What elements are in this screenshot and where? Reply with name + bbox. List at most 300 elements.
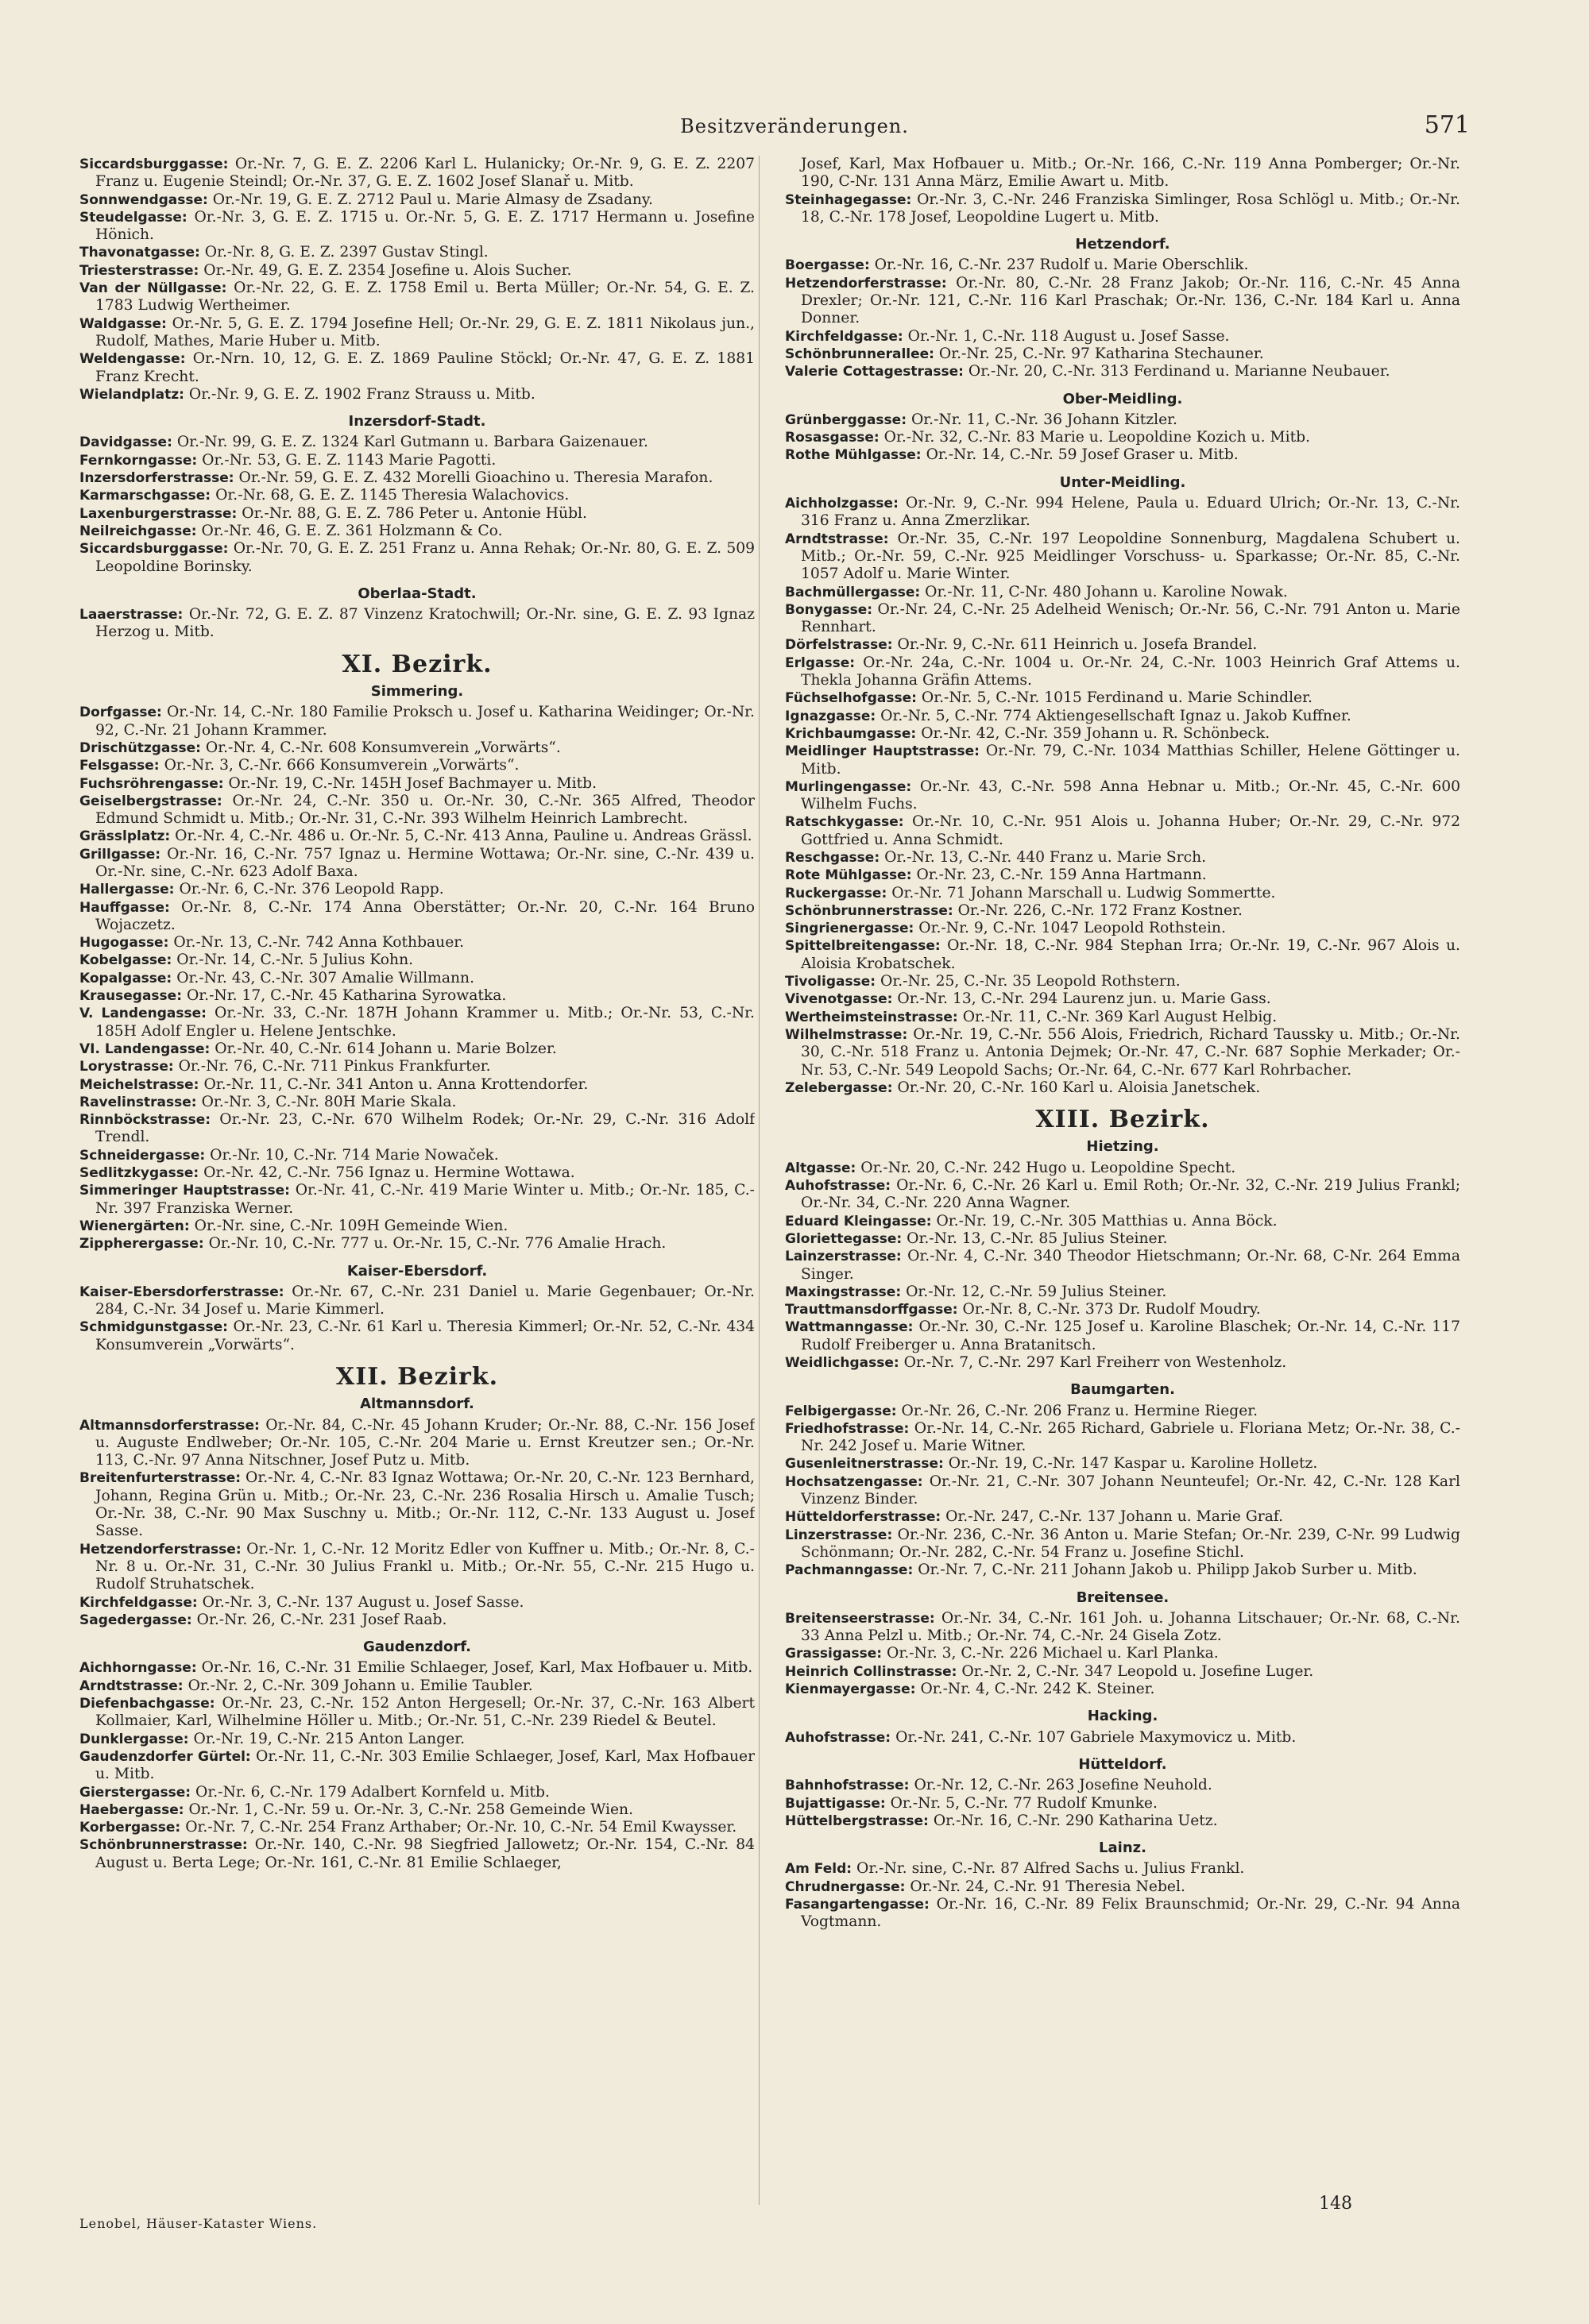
street-entry (785, 1213, 1460, 1230)
street-name: Gaudenzdorfer Gürtel: (79, 1748, 251, 1765)
street-entry (79, 1784, 755, 1801)
entry-details: Or.-Nr. 10, C.-Nr. 777 u. Or.-Nr. 15, C.-Nr. 776 Amalie Hrach. (208, 1235, 667, 1253)
district-heading: Baumgarten. (1070, 1381, 1175, 1399)
street-name: V. Landengasse: (79, 1006, 207, 1022)
street-entry (785, 743, 1460, 778)
street-entry (785, 1878, 1460, 1896)
entry-details: Or.-Nr. 53, G. E. Z. 1143 Marie Pagotti. (202, 451, 497, 469)
street-name: Kobelgasse: (79, 952, 172, 969)
street-entry (785, 411, 1460, 429)
entry-details: Or.-Nr. 40, C.-Nr. 614 Johann u. Marie Bolzer. (215, 1040, 557, 1057)
street-name: Boergasse: (785, 257, 870, 274)
street-name: Bachmüllergasse: (785, 584, 921, 600)
street-name: Altmannsdorferstrasse: (79, 1417, 260, 1434)
street-name: Felbigergasse: (785, 1403, 897, 1419)
street-entry (79, 1836, 755, 1872)
street-entry (785, 1403, 1460, 1420)
street-name: Wilhelmstrasse: (785, 1026, 908, 1043)
street-name: Kirchfeldgasse: (79, 1594, 198, 1611)
street-name: Hugogasse: (79, 935, 169, 952)
district-heading: Lainz. (1099, 1840, 1146, 1857)
street-name: Sonnwendgasse: (79, 191, 208, 208)
entry-details: Or.-Nr. 71 Johann Marschall u. Ludwig Sommertte. (891, 884, 1276, 901)
entry-details: Or.-Nr. 14, C.-Nr. 265 Richard, Gabriele u. Floriana Metz; Or.-Nr. 38, C.-Nr. 242 Josef u. Marie Witner. (801, 1419, 1460, 1455)
street-name: Wertheimsteinstrasse: (785, 1009, 958, 1025)
district-heading: Gaudenzdorf. (363, 1639, 471, 1656)
entry-details: Or.-Nr. 7, C.-Nr. 254 Franz Arthaber; Or.-Nr. 10, C.-Nr. 54 Emil Kwaysser. (185, 1819, 737, 1836)
entry-details: Or.-Nr. 70, G. E. Z. 251 Franz u. Anna Rehak; Or.-Nr. 80, G. E. Z. 509 Leopoldine Borinsky. (95, 540, 755, 575)
street-name: Gusenleitnerstrasse: (785, 1456, 944, 1473)
street-entry (785, 1527, 1460, 1562)
street-entry (785, 156, 1460, 191)
street-name: Ravelinstrasse: (79, 1094, 197, 1110)
street-entry (79, 846, 755, 882)
street-entry (785, 1896, 1460, 1932)
street-entry (785, 1079, 1460, 1097)
page-number: 571 (1424, 111, 1470, 139)
street-entry (79, 1417, 755, 1470)
street-name: Davidgasse: (79, 434, 172, 451)
entry-details: Or.-Nr. 68, G. E. Z. 1145 Theresia Walachovics. (215, 487, 570, 504)
entry-details: Or.-Nr. 3, C.-Nr. 226 Michael u. Karl Planka. (887, 1645, 1219, 1662)
entry-details: Or.-Nr. 11, C.-Nr. 36 Johann Kitzler. (910, 411, 1177, 428)
street-name: Krichbaumgasse: (785, 725, 917, 742)
district-heading: Hietzing. (1086, 1138, 1159, 1156)
street-name: Trauttmansdorffgasse: (785, 1302, 958, 1318)
entry-details: Or.-Nr. 6, C.-Nr. 376 Leopold Rapp. (179, 881, 444, 898)
street-entry (785, 1301, 1460, 1318)
entry-details: Or.-Nr. 3, C.-Nr. 80H Marie Skala. (201, 1093, 457, 1110)
street-name: Waldgasse: (79, 315, 167, 332)
entry-details: Or.-Nr. 25, C.-Nr. 97 Katharina Stechauner. (938, 345, 1264, 362)
street-name: Drischützgasse: (79, 739, 201, 756)
street-entry (785, 1562, 1460, 1579)
street-entry (785, 328, 1460, 346)
entry-details: Or.-Nr. 24, C.-Nr. 350 u. Or.-Nr. 30, C.-Nr. 365 Alfred, Theodor Edmund Schmidt u. Mitb.; Or.-Nr. 31, C.-Nr. 393 Wilhelm Heinrich Lambrecht. (95, 792, 755, 828)
entry-details: Or.-Nr. 241, C.-Nr. 107 Gabriele Maxymovicz u. Mitb. (895, 1728, 1297, 1746)
entry-details: Or.-Nr. 1, C.-Nr. 12 Moritz Edler von Kuffner u. Mitb.; Or.-Nr. 8, C.-Nr. 8 u. Or.-Nr. 31, C.-Nr. 30 Julius Frankl u. Mitb.; Or.-Nr. 55, C.-Nr. 215 Hugo u. Rudolf Struhatschek. (95, 1540, 755, 1593)
entry-details: Or.-Nr. 3, C.-Nr. 666 Konsumverein „Vorwärts“. (164, 757, 520, 774)
street-entry (79, 1612, 755, 1629)
street-entry (79, 315, 755, 351)
entry-details: Or.-Nr. 17, C.-Nr. 45 Katharina Syrowatka. (186, 987, 507, 1005)
entry-details: Or.-Nr. 42, C.-Nr. 359 Johann u. R. Schönbeck. (921, 724, 1270, 742)
entry-details: Or.-Nr. 76, C.-Nr. 711 Pinkus Frankfurter. (178, 1058, 491, 1075)
street-entry (785, 1026, 1460, 1079)
street-name: Aichholzgasse: (785, 496, 899, 512)
street-name: Siccardsburggasse: (79, 541, 229, 558)
street-name: Gierstergasse: (79, 1784, 191, 1801)
entry-details: Or.-Nr. 49, G. E. Z. 2354 Josefine u. Alois Sucher. (203, 261, 572, 279)
entry-details: Or.-Nr. 6, C.-Nr. 26 Karl u. Emil Roth; Or.-Nr. 32, C.-Nr. 219 Julius Frankl; Or.-Nr. 34, C.-Nr. 220 Anna Wagner. (801, 1177, 1460, 1212)
imprint: Lenobel, Häuser-Kataster Wiens. (79, 2216, 318, 2231)
entry-details: Or.-Nr. 32, C.-Nr. 83 Marie u. Leopoldine Kozich u. Mitb. (883, 429, 1310, 446)
street-entry (785, 689, 1460, 707)
street-name: Hochsatzengasse: (785, 1473, 923, 1490)
entry-details: Or.-Nr. 12, C.-Nr. 263 Josefine Neuhold. (914, 1777, 1212, 1794)
street-name: Schönbrunnerstrasse: (79, 1837, 248, 1854)
street-name: Ratschkygasse: (785, 814, 904, 831)
street-entry (785, 495, 1460, 531)
entry-details: Or.-Nr. 4, C.-Nr. 340 Theodor Hietschmann; Or.-Nr. 68, C-Nr. 264 Emma Singer. (801, 1248, 1460, 1283)
street-entry (79, 1094, 755, 1111)
street-entry (785, 902, 1460, 920)
street-name: Auhofstrasse: (785, 1178, 891, 1195)
entry-details: Or.-Nr. 1, C.-Nr. 59 u. Or.-Nr. 3, C.-Nr. 258 Gemeinde Wien. (188, 1801, 634, 1818)
entry-details: Or.-Nr. 4, C.-Nr. 608 Konsumverein „Vorwärts“. (205, 739, 561, 756)
running-title: Besitzveränderungen. (680, 115, 909, 137)
street-name: Linzerstrasse: (785, 1527, 893, 1543)
entry-details: Or.-Nr. 7, G. E. Z. 2206 Karl L. Hulanicky; Or.-Nr. 9, G. E. Z. 2207 Franz u. Eugenie Steindl; Or.-Nr. 37, G. E. Z. 1602 Josef Slanař u. Mitb. (95, 156, 755, 191)
street-entry (79, 1731, 755, 1748)
street-entry (79, 434, 755, 451)
street-entry (785, 584, 1460, 601)
entry-details: Or.-Nr. 11, C-Nr. 480 Johann u. Karoline Nowak. (925, 583, 1288, 600)
entry-details: Or.-Nr. 26, C.-Nr. 206 Franz u. Hermine Rieger. (901, 1402, 1258, 1419)
street-entry (785, 937, 1460, 973)
street-entry (79, 970, 755, 987)
street-entry (785, 1508, 1460, 1526)
entry-details: Or.-Nr. 8, C.-Nr. 373 Dr. Rudolf Moudry. (962, 1301, 1261, 1318)
entry-details: Or.-Nr. 5, C.-Nr. 77 Rudolf Kmunke. (890, 1794, 1158, 1812)
street-name: Pachmanngasse: (785, 1562, 914, 1579)
entry-details: Or.-Nr. 23, C.-Nr. 670 Wilhelm Rodek; Or.-Nr. 29, C.-Nr. 316 Adolf Trendl. (95, 1111, 755, 1146)
street-entry (79, 191, 755, 209)
street-entry (79, 1235, 755, 1253)
entry-details: Or.-Nr. 7, C.-Nr. 297 Karl Freiherr von Westenholz. (903, 1354, 1287, 1371)
street-name: Vivenotgasse: (785, 991, 893, 1008)
street-name: Ignazgasse: (785, 708, 876, 724)
street-entry (785, 1455, 1460, 1473)
street-entry (785, 1729, 1460, 1747)
street-name: Hetzendorferstrasse: (79, 1541, 242, 1558)
street-entry (79, 775, 755, 793)
street-entry (785, 813, 1460, 849)
street-name: Erlgasse: (785, 654, 856, 671)
entry-details: Or.-Nr. 16, C.-Nr. 757 Ignaz u. Hermine Wottawa; Or.-Nr. sine, C.-Nr. 439 u. Or.-Nr. sine, C.-Nr. 623 Adolf Baxa. (95, 845, 755, 880)
entry-details: Or.-Nr. 6, C.-Nr. 179 Adalbert Kornfeld u. Mitb. (195, 1783, 550, 1801)
district-heading: Oberlaa-Stadt. (358, 585, 477, 602)
street-name: Lainzerstrasse: (785, 1249, 902, 1265)
street-name: Sedlitzkygasse: (79, 1165, 199, 1182)
entry-details: Or.-Nr. sine, C.-Nr. 87 Alfred Sachs u. Julius Frankl. (856, 1860, 1245, 1878)
street-name: Chrudnergasse: (785, 1878, 906, 1895)
entry-details: Or.-Nr. 88, G. E. Z. 786 Peter u. Antonie Hübl. (242, 504, 587, 522)
street-entry (79, 952, 755, 969)
street-name: Wienergärten: (79, 1218, 190, 1234)
street-entry (785, 1812, 1460, 1830)
street-entry (785, 1354, 1460, 1372)
street-name: Geiselbergstrasse: (79, 793, 222, 809)
entry-details: Or.-Nr. 25, C.-Nr. 35 Leopold Rothstern. (880, 973, 1181, 990)
street-entry (79, 1164, 755, 1182)
street-name: Fuchsröhrengasse: (79, 775, 224, 792)
street-entry (785, 1318, 1460, 1354)
street-entry (785, 1473, 1460, 1509)
street-entry (79, 1147, 755, 1164)
street-entry (79, 1677, 755, 1695)
street-entry (79, 828, 755, 845)
street-entry (785, 725, 1460, 743)
street-entry (79, 244, 755, 261)
street-name: Rothe Mühlgasse: (785, 447, 922, 464)
entry-details: Or.-Nr. 43, C.-Nr. 598 Anna Hebnar u. Mitb.; Or.-Nr. 45, C.-Nr. 600 Wilhelm Fuchs. (801, 778, 1460, 813)
street-name: Hetzendorferstrasse: (785, 275, 947, 291)
street-name: Singrienergasse: (785, 921, 914, 937)
street-name: Breitenfurterstrasse: (79, 1470, 242, 1487)
street-name: Schönbrunnerallee: (785, 346, 934, 362)
street-name: Thavonatgasse: (79, 245, 200, 261)
street-entry (785, 654, 1460, 690)
street-name: Karmarschgasse: (79, 488, 211, 504)
street-entry (785, 1681, 1460, 1698)
district-heading: Hütteldorf. (1078, 1755, 1167, 1773)
street-entry (79, 934, 755, 952)
street-entry (79, 350, 755, 386)
entry-details: Or.-Nr. 11, C.-Nr. 303 Emilie Schlaeger, Josef, Karl, Max Hofbauer u. Mitb. (95, 1747, 755, 1783)
street-name: Hauffgasse: (79, 899, 170, 916)
entry-details: Or.-Nr. 14, C.-Nr. 5 Julius Kohn. (176, 952, 414, 969)
street-entry (79, 1801, 755, 1819)
street-entry (785, 885, 1460, 902)
entry-details: Or.-Nr. 16, C.-Nr. 290 Katharina Uetz. (933, 1812, 1218, 1829)
entry-details: Or.-Nr. 26, C.-Nr. 231 Josef Raab. (196, 1611, 447, 1628)
street-name: Zippherergasse: (79, 1236, 204, 1253)
street-entry (79, 1040, 755, 1058)
street-entry (79, 1218, 755, 1235)
street-entry (785, 1777, 1460, 1794)
entry-details: Or.-Nr. 80, C.-Nr. 28 Franz Jakob; Or.-Nr. 116, C.-Nr. 45 Anna Drexler; Or.-Nr. 121, C.-Nr. 116 Karl Praschak; Or.-Nr. 136, C.-Nr. 184 Karl u. Anna Donner. (801, 274, 1460, 327)
street-name: Ruckergasse: (785, 885, 887, 901)
street-name: Spittelbreitengasse: (785, 938, 941, 955)
street-name: Reschgasse: (785, 849, 880, 866)
street-name: Sagedergasse: (79, 1612, 192, 1628)
street-entry (785, 1284, 1460, 1301)
street-entry (785, 601, 1460, 637)
street-name: Steudelgasse: (79, 209, 188, 226)
street-name: Neilreichgasse: (79, 523, 197, 539)
street-name: Kirchfeldgasse: (785, 328, 903, 345)
street-entry (785, 1663, 1460, 1681)
street-name: Aichhorngasse: (79, 1660, 197, 1677)
street-name: Weldengasse: (79, 351, 186, 368)
entry-details: Or.-Nr. 19, C.-Nr. 556 Alois, Friedrich, Richard Taussky u. Mitb.; Or.-Nr. 30, C.-Nr. 518 Franz u. Antonia Dejmek; Or.-Nr. 47, C.-Nr. 687 Sophie Merkader; Or.-Nr. 53, C.-Nr. 549 Leopold Sachs; Or.-Nr. 64, C.-Nr. 677 Karl Rohrbacher. (801, 1025, 1460, 1079)
street-name: Kopalgasse: (79, 970, 172, 986)
district-heading: Unter-Meidling. (1059, 473, 1186, 491)
street-entry (785, 849, 1460, 867)
street-entry (79, 1058, 755, 1075)
street-entry (79, 262, 755, 280)
entry-details: Or.-Nr. 226, C.-Nr. 172 Franz Kostner. (957, 901, 1243, 919)
street-name: Maxingstrasse: (785, 1284, 902, 1300)
street-entry (785, 363, 1460, 380)
street-name: Fernkorngasse: (79, 452, 198, 469)
bezirk-heading: XI. Bezirk. (342, 650, 493, 678)
entry-details: Or.-Nr. 3, C.-Nr. 246 Franziska Simlinger, Rosa Schlögl u. Mitb.; Or.-Nr. 18, C.-Nr. 178 Josef, Leopoldine Lugert u. Mitb. (801, 191, 1460, 226)
street-name: Siccardsburggasse: (79, 156, 229, 172)
street-entry (79, 1284, 755, 1319)
entry-details: Or.-Nr. 11, C.-Nr. 341 Anton u. Anna Krottendorfer. (203, 1075, 589, 1093)
street-name: Korbergasse: (79, 1820, 181, 1836)
street-name: Dunklergasse: (79, 1731, 189, 1747)
street-entry (79, 881, 755, 898)
entry-details: Or.-Nr. 20, C.-Nr. 242 Hugo u. Leopoldine Specht. (860, 1159, 1236, 1176)
street-entry (79, 1076, 755, 1094)
street-name: Grässlplatz: (79, 828, 171, 845)
entry-details: Or.-Nr. 16, C.-Nr. 237 Rudolf u. Marie Oberschlik. (874, 257, 1249, 274)
district-heading: Breitensee. (1076, 1589, 1170, 1606)
entry-details: Or.-Nr. 12, C.-Nr. 59 Julius Steiner. (906, 1283, 1167, 1300)
street-name: Krausegasse: (79, 988, 182, 1005)
street-name: Rosasgasse: (785, 430, 880, 446)
street-entry (79, 1819, 755, 1836)
street-name: Schönbrunnerstrasse: (785, 902, 953, 919)
street-entry (785, 1795, 1460, 1812)
street-entry (785, 257, 1460, 274)
street-name: Heinrich Collinstrasse: (785, 1663, 957, 1680)
entry-details: Or.-Nr. 16, C.-Nr. 31 Emilie Schlaeger, Josef, Karl, Max Hofbauer u. Mitb. (201, 1659, 753, 1677)
entry-details: Or.-Nr. 14, C.-Nr. 180 Familie Proksch u. Josef u. Katharina Weidinger; Or.-Nr. 92, C.-Nr. 21 Johann Krammer. (95, 704, 755, 739)
street-name: Wielandplatz: (79, 386, 184, 403)
street-entry (785, 1610, 1460, 1646)
street-entry (79, 1318, 755, 1354)
entry-details: Or.-Nr. 13, C.-Nr. 294 Laurenz jun. u. Marie Gass. (897, 990, 1271, 1008)
entry-details: Or.-Nr. 33, C.-Nr. 187H Johann Krammer u. Mitb.; Or.-Nr. 53, C.-Nr. 185H Adolf Engler u. Helene Jentschke. (95, 1005, 755, 1040)
bezirk-heading: XIII. Bezirk. (1035, 1106, 1210, 1134)
street-name: Dörfelstrasse: (785, 637, 893, 654)
entry-details: Or.-Nr. 21, C.-Nr. 307 Johann Neunteufel; Or.-Nr. 42, C.-Nr. 128 Karl Vinzenz Binder. (801, 1473, 1460, 1508)
street-name: Wattmanngasse: (785, 1319, 914, 1336)
street-name: Grassigasse: (785, 1646, 883, 1662)
entry-details: Or.-Nr. 22, G. E. Z. 1758 Emil u. Berta Müller; Or.-Nr. 54, G. E. Z. 1783 Ludwig Wertheimer. (95, 280, 755, 315)
entry-details: Or.-Nr. 23, C.-Nr. 159 Anna Hartmann. (916, 867, 1207, 884)
street-name: VI. Landengasse: (79, 1040, 211, 1057)
entry-details: Or.-Nr. 20, C.-Nr. 313 Ferdinand u. Marianne Neubauer. (968, 363, 1390, 380)
street-entry (785, 429, 1460, 446)
street-name: Meidlinger Hauptstrasse: (785, 743, 980, 760)
entry-details: Or.-Nr. 19, C.-Nr. 147 Kaspar u. Karoline Holletz. (948, 1455, 1318, 1473)
street-name: Breitenseerstrasse: (785, 1610, 935, 1627)
street-entry (785, 1009, 1460, 1026)
street-name: Rote Mühlgasse: (785, 867, 912, 884)
street-name: Van der Nüllgasse: (79, 280, 227, 297)
street-entry (79, 1748, 755, 1784)
street-name: Laxenburgerstrasse: (79, 505, 238, 522)
street-entry (785, 636, 1460, 654)
street-entry (79, 987, 755, 1005)
entry-details: Or.-Nr. 18, C.-Nr. 984 Stephan Irra; Or.-Nr. 19, C.-Nr. 967 Alois u. Aloisia Krobatschek. (801, 937, 1460, 972)
entry-details: Josef, Karl, Max Hofbauer u. Mitb.; Or.-Nr. 166, C.-Nr. 119 Anna Pomberger; Or.-Nr. 190, C-Nr. 131 Anna März, Emilie Awart u. Mitb. (801, 156, 1460, 191)
street-name: Altgasse: (785, 1160, 856, 1176)
street-entry (79, 523, 755, 540)
entry-details: Or.-Nr. 41, C.-Nr. 419 Marie Winter u. Mitb.; Or.-Nr. 185, C.-Nr. 397 Franziska Werner. (95, 1182, 755, 1217)
entry-details: Or.-Nr. 13, C.-Nr. 85 Julius Steiner. (907, 1230, 1168, 1247)
entry-details: Or.-Nr. 9, C.-Nr. 611 Heinrich u. Josefa Brandel. (897, 636, 1258, 654)
entry-details: Or.-Nr. 23, C.-Nr. 61 Karl u. Theresia Kimmerl; Or.-Nr. 52, C.-Nr. 434 Konsumverein „Vorwärts“. (95, 1318, 755, 1353)
street-entry (79, 757, 755, 774)
entry-details: Or.-Nr. 9, G. E. Z. 1902 Franz Strauss u. Mitb. (188, 385, 535, 403)
street-name: Schneidergasse: (79, 1147, 206, 1164)
street-name: Felsgasse: (79, 758, 160, 774)
entry-details: Or.-Nr. 19, C.-Nr. 305 Matthias u. Anna Böck. (936, 1212, 1278, 1230)
street-name: Gloriettegasse: (785, 1230, 903, 1247)
signature-number: 148 (1319, 2194, 1352, 2214)
street-entry (785, 1645, 1460, 1662)
street-name: Murlingengasse: (785, 778, 912, 795)
entry-details: Or.-Nr. 19, C.-Nr. 145H Josef Bachmayer u. Mitb. (228, 774, 597, 792)
street-name: Valerie Cottagestrasse: (785, 364, 964, 380)
entry-details: Or.-Nr. 79, C.-Nr. 1034 Matthias Schiller, Helene Göttinger u. Mitb. (801, 743, 1460, 778)
street-name: Friedhofstrasse: (785, 1420, 910, 1437)
street-entry (785, 275, 1460, 328)
street-entry (79, 452, 755, 469)
street-entry (785, 867, 1460, 884)
entry-details: Or.-Nr. 5, C.-Nr. 774 Aktiengesellschaft Ignaz u. Jakob Kuffner. (880, 707, 1351, 724)
street-entry (79, 1659, 755, 1677)
entry-details: Or.-Nr. 13, C.-Nr. 440 Franz u. Marie Srch. (884, 848, 1207, 866)
street-entry (785, 1177, 1460, 1213)
street-name: Hallergasse: (79, 882, 175, 898)
entry-details: Or.-Nr. 4, C.-Nr. 83 Ignaz Wottawa; Or.-Nr. 20, C.-Nr. 123 Bernhard, Johann, Regina Grün u. Mitb.; Or.-Nr. 23, C.-Nr. 236 Rosalia Hirsch u. Amalie Tusch; Or.-Nr. 38, C.-Nr. 90 Max Suschny u. Mitb.; Or.-Nr. 112, C.-Nr. 133 August u. Josef Sasse. (95, 1469, 755, 1540)
entry-details: Or.-Nr. 9, C.-Nr. 994 Helene, Paula u. Eduard Ulrich; Or.-Nr. 13, C.-Nr. 316 Franz u. Anna Zmerzlikar. (801, 495, 1460, 530)
district-heading: Altmannsdorf. (360, 1396, 474, 1413)
entry-details: Or.-Nr. 1, C.-Nr. 118 August u. Josef Sasse. (907, 327, 1230, 345)
street-name: Lorystrasse: (79, 1059, 174, 1075)
entry-details: Or.-Nr. 34, C.-Nr. 161 Joh. u. Johanna Litschauer; Or.-Nr. 68, C.-Nr. 33 Anna Pelzl u. Mitb.; Or.-Nr. 74, C.-Nr. 24 Gisela Zotz. (801, 1609, 1460, 1645)
entry-details: Or.-Nr. 2, C.-Nr. 347 Leopold u. Josefine Luger. (961, 1662, 1314, 1680)
street-entry (79, 899, 755, 935)
street-entry (79, 1469, 755, 1540)
entry-details: Or.-Nr. 30, C.-Nr. 125 Josef u. Karoline Blaschek; Or.-Nr. 14, C.-Nr. 117 Rudolf Freiberger u. Anna Bratanitsch. (801, 1318, 1460, 1353)
street-entry (79, 469, 755, 487)
entry-details: Or.-Nr. 10, C.-Nr. 714 Marie Nowaček. (210, 1146, 499, 1164)
street-entry (79, 540, 755, 576)
street-name: Hütteldorferstrasse: (785, 1509, 941, 1526)
street-entry (785, 1160, 1460, 1177)
entry-details: Or.-Nr. 24, C.-Nr. 91 Theresia Nebel. (910, 1878, 1185, 1895)
street-entry (79, 386, 755, 403)
district-heading: Ober-Meidling. (1062, 390, 1183, 407)
street-entry (785, 1230, 1460, 1248)
entry-details: Or.-Nr. 23, C.-Nr. 152 Anton Hergesell; Or.-Nr. 37, C.-Nr. 163 Albert Kollmaier, Karl, Wilhelmine Höller u. Mitb.; Or.-Nr. 51, C.-Nr. 239 Riedel & Beutel. (95, 1695, 755, 1730)
street-entry (79, 156, 755, 191)
street-name: Eduard Kleingasse: (785, 1213, 932, 1230)
street-entry (785, 708, 1460, 725)
street-entry (79, 1005, 755, 1040)
street-entry (79, 505, 755, 523)
street-entry (785, 778, 1460, 814)
entry-details: Or.-Nr. 11, C.-Nr. 369 Karl August Helbig. (962, 1008, 1278, 1025)
entry-details: Or.-Nr. 19, G. E. Z. 2712 Paul u. Marie Almasy de Zsadany. (212, 191, 653, 208)
street-entry (79, 1695, 755, 1731)
street-entry (785, 920, 1460, 937)
street-entry (79, 1111, 755, 1147)
street-name: Auhofstrasse: (785, 1729, 891, 1746)
street-name: Zelebergasse: (785, 1079, 893, 1096)
street-name: Steinhagegasse: (785, 191, 912, 208)
street-name: Laaerstrasse: (79, 607, 184, 623)
street-name: Grillgasse: (79, 846, 161, 863)
street-entry (785, 973, 1460, 990)
left-column (79, 156, 755, 2229)
street-entry (785, 1420, 1460, 1456)
street-name: Meichelstrasse: (79, 1076, 199, 1093)
entry-details: Or.-Nr. 9, C.-Nr. 1047 Leopold Rothstein. (918, 920, 1226, 937)
entry-details: Or.-Nr. 2, C.-Nr. 309 Johann u. Emilie Taubler. (188, 1677, 533, 1694)
street-entry (785, 990, 1460, 1008)
street-entry (79, 487, 755, 504)
district-heading: Inzersdorf-Stadt. (348, 413, 486, 430)
